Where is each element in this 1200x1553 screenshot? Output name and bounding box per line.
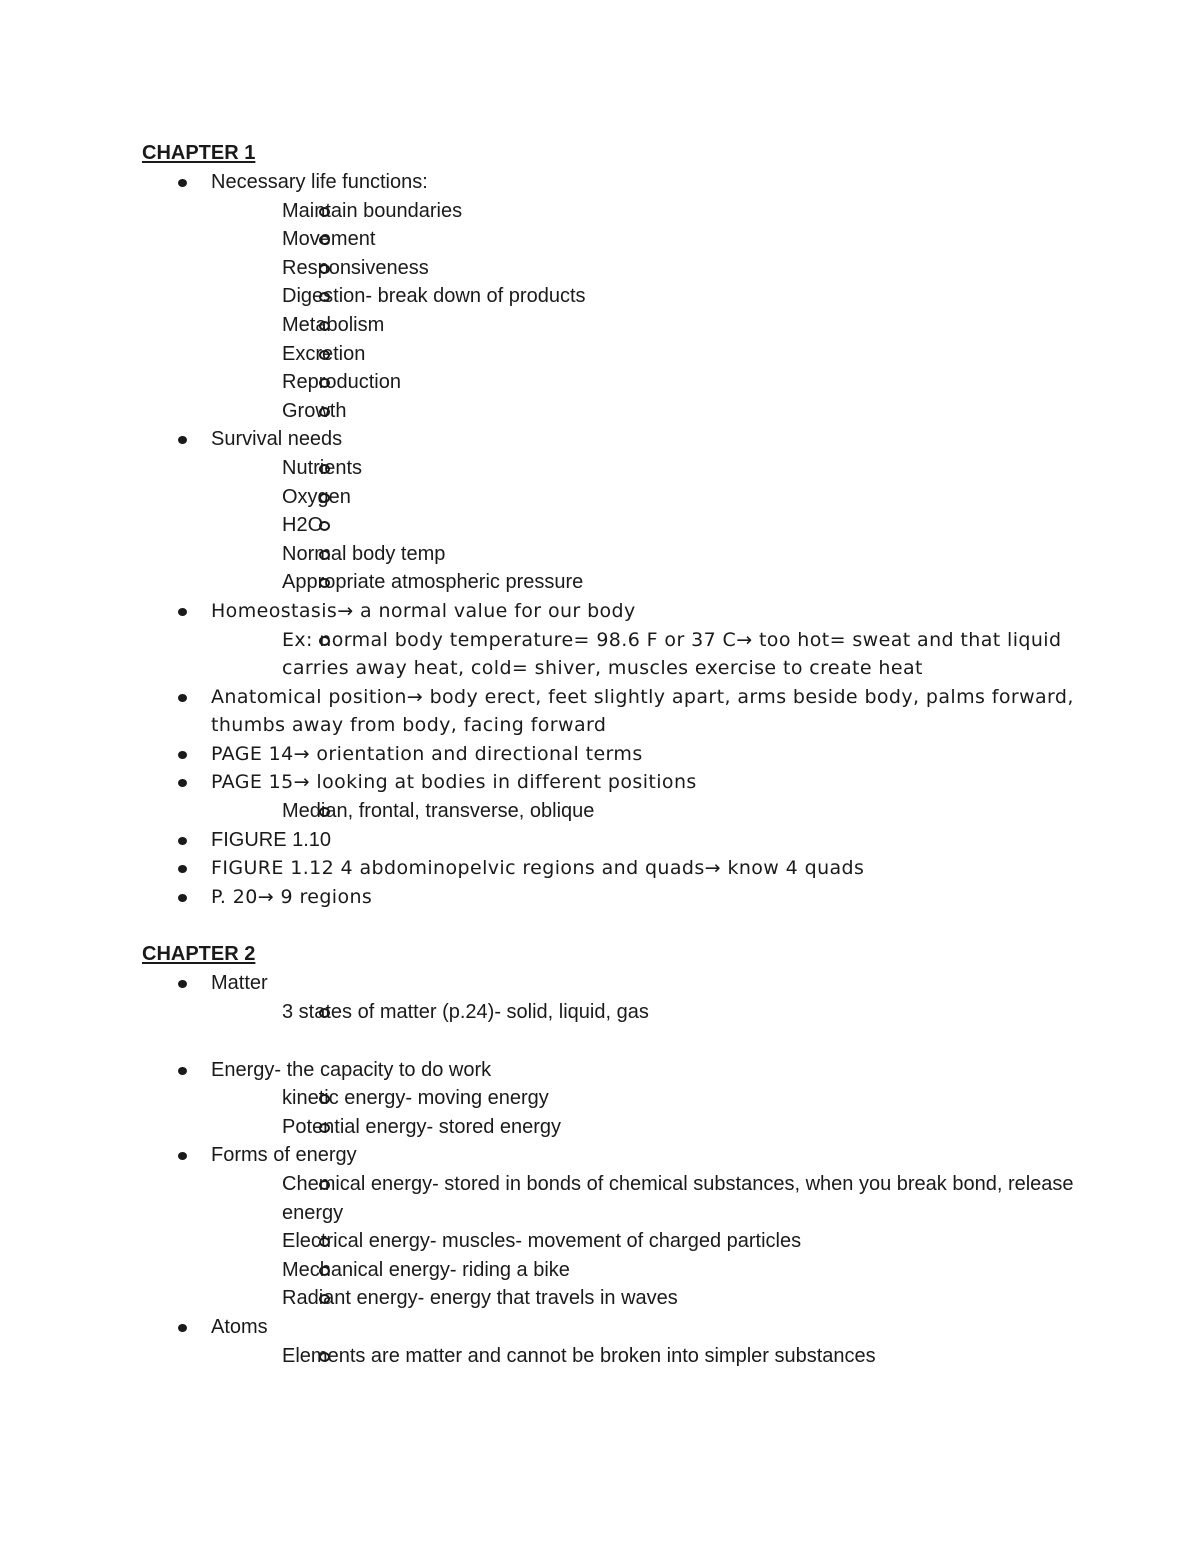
sublist (142, 1170, 1082, 1313)
bullet-dot-icon (178, 1324, 187, 1332)
sublist-item (211, 197, 1082, 226)
blank-line (211, 1027, 1082, 1056)
sublist-item-label: Digestion- break down of products (282, 285, 586, 308)
list-item-life-functions (142, 168, 1082, 425)
sublist-item-label: Oxygen (282, 485, 351, 508)
list-item-anatomical-position (142, 683, 1082, 740)
sublist-item-label: kinetic energy- moving energy (282, 1087, 549, 1110)
chapter-2-list (142, 969, 1082, 1370)
bullet-circle-icon (319, 550, 330, 560)
bullet-dot-icon (178, 1152, 187, 1160)
sublist-item (211, 311, 1082, 340)
list-item-page-14 (142, 740, 1082, 769)
sublist-item (211, 1084, 1082, 1113)
list-item-figure-1-12 (142, 854, 1082, 883)
bullet-dot-icon (178, 694, 187, 702)
bullet-circle-icon (319, 1180, 330, 1190)
list-item-label: Atoms (211, 1315, 268, 1338)
sublist-item-label: Nutrients (282, 456, 363, 479)
bullet-dot-icon (178, 865, 187, 873)
sublist-item (211, 1170, 1082, 1227)
list-item-label: Anatomical position→ body erect, feet slightly apart, arms beside body, palms forward, thumbs away from body, facing forward (211, 685, 1074, 737)
bullet-circle-icon (319, 264, 330, 274)
bullet-circle-icon (319, 1352, 330, 1362)
bullet-dot-icon (178, 980, 187, 988)
list-item-p-20 (142, 883, 1082, 912)
sublist-item (211, 1342, 1082, 1371)
bullet-circle-icon (319, 464, 330, 474)
sublist-item (211, 568, 1082, 597)
list-item-label: Energy- the capacity to do work (211, 1058, 492, 1081)
list-item-atoms (142, 1313, 1082, 1370)
sublist (142, 626, 1082, 683)
sublist-item (211, 998, 1082, 1027)
list-item-homeostasis (142, 597, 1082, 683)
bullet-dot-icon (178, 779, 187, 787)
sublist-item-label: Electrical energy- muscles- movement of charged particles (282, 1230, 802, 1253)
sublist-item (211, 483, 1082, 512)
chapter-2-heading: CHAPTER 2 (142, 943, 256, 966)
sublist-item-label: Maintain boundaries (282, 199, 463, 222)
sublist-item-label: Radiant energy- energy that travels in waves (282, 1287, 678, 1310)
bullet-dot-icon (178, 894, 187, 902)
list-item-label: Survival needs (211, 428, 343, 451)
list-item-label: Forms of energy (211, 1144, 357, 1167)
list-item-label: Homeostasis→ a normal value for our body (211, 599, 636, 622)
chapter-1-list (142, 168, 1082, 911)
sublist-item-label: Growth (282, 399, 347, 422)
bullet-circle-icon (319, 1008, 330, 1018)
sublist-item (211, 282, 1082, 311)
sublist-item (211, 1256, 1082, 1285)
sublist-item (211, 1227, 1082, 1256)
sublist-item-label: Metabolism (282, 313, 385, 336)
sublist-item (211, 1113, 1082, 1142)
sublist-item-label: Appropriate atmospheric pressure (282, 571, 584, 594)
bullet-dot-icon (178, 179, 187, 187)
document-page (142, 139, 1082, 1370)
sublist-item (211, 225, 1082, 254)
list-item-matter (142, 969, 1082, 1055)
sublist-item (211, 340, 1082, 369)
list-item-energy (142, 1056, 1082, 1142)
bullet-dot-icon (178, 436, 187, 444)
sublist-item (211, 540, 1082, 569)
sublist-item-label: Elements are matter and cannot be broken into simpler substances (282, 1344, 876, 1367)
sublist-item (211, 397, 1082, 426)
sublist (142, 1342, 1082, 1371)
bullet-dot-icon (178, 1067, 187, 1075)
sublist-item-label: Median, frontal, transverse, oblique (282, 800, 595, 823)
sublist-item-label: Ex: normal body temperature= 98.6 F or 37 C→ too hot= sweat and that liquid carries away heat, cold= shiver, muscles exercise to create heat (282, 628, 1062, 680)
list-item-forms-of-energy (142, 1141, 1082, 1313)
bullet-circle-icon (319, 636, 330, 646)
sublist-item-label: Excretion (282, 342, 366, 365)
bullet-circle-icon (319, 807, 330, 817)
list-item-label: Necessary life functions: (211, 171, 428, 193)
list-item-label: P. 20→ 9 regions (211, 885, 373, 908)
bullet-circle-icon (319, 1123, 330, 1133)
sublist (142, 1084, 1082, 1141)
list-item-survival-needs (142, 425, 1082, 597)
bullet-dot-icon (178, 751, 187, 759)
sublist-item (211, 1284, 1082, 1313)
sublist-item-label: Responsiveness (282, 256, 429, 279)
sublist (142, 797, 1082, 826)
sublist-item-label: Reproduction (282, 371, 401, 394)
bullet-dot-icon (178, 837, 187, 845)
bullet-dot-icon (178, 608, 187, 616)
sublist (142, 998, 1082, 1027)
list-item-figure-1-10 (142, 826, 1082, 855)
sublist-item-label: Normal body temp (282, 542, 446, 565)
sublist-item-label: Mechanical energy- riding a bike (282, 1258, 570, 1281)
sublist-item-label: Chemical energy- stored in bonds of chemical substances, when you break bond, release energy (282, 1173, 1074, 1224)
list-item-label: PAGE 14→ orientation and directional terms (211, 742, 643, 765)
bullet-circle-icon (319, 350, 330, 360)
sublist-item-label: Potential energy- stored energy (282, 1115, 562, 1138)
bullet-circle-icon (319, 321, 330, 331)
sublist-item-label: H2O (282, 514, 324, 537)
sublist-item-label: 3 states of matter (p.24)- solid, liquid, gas (282, 1001, 649, 1024)
sublist-item-label: Movement (282, 228, 376, 251)
list-item-label: PAGE 15→ looking at bodies in different positions (211, 771, 697, 794)
list-item-page-15 (142, 768, 1082, 825)
list-item-label: FIGURE 1.12 4 abdominopelvic regions and quads→ know 4 quads (211, 857, 865, 880)
sublist (142, 197, 1082, 426)
sublist-item (211, 368, 1082, 397)
sublist-item (211, 454, 1082, 483)
list-item-label: FIGURE 1.10 (211, 828, 332, 851)
bullet-circle-icon (319, 1266, 330, 1276)
sublist (142, 454, 1082, 597)
bullet-circle-icon (319, 493, 330, 503)
bullet-circle-icon (319, 407, 330, 417)
sublist-item (211, 797, 1082, 826)
bullet-circle-icon (319, 207, 330, 217)
chapter-1-heading: CHAPTER 1 (142, 142, 256, 164)
sublist-item (211, 626, 1082, 683)
sublist-item (211, 511, 1082, 540)
sublist-item (211, 254, 1082, 283)
list-item-label: Matter (211, 972, 268, 995)
